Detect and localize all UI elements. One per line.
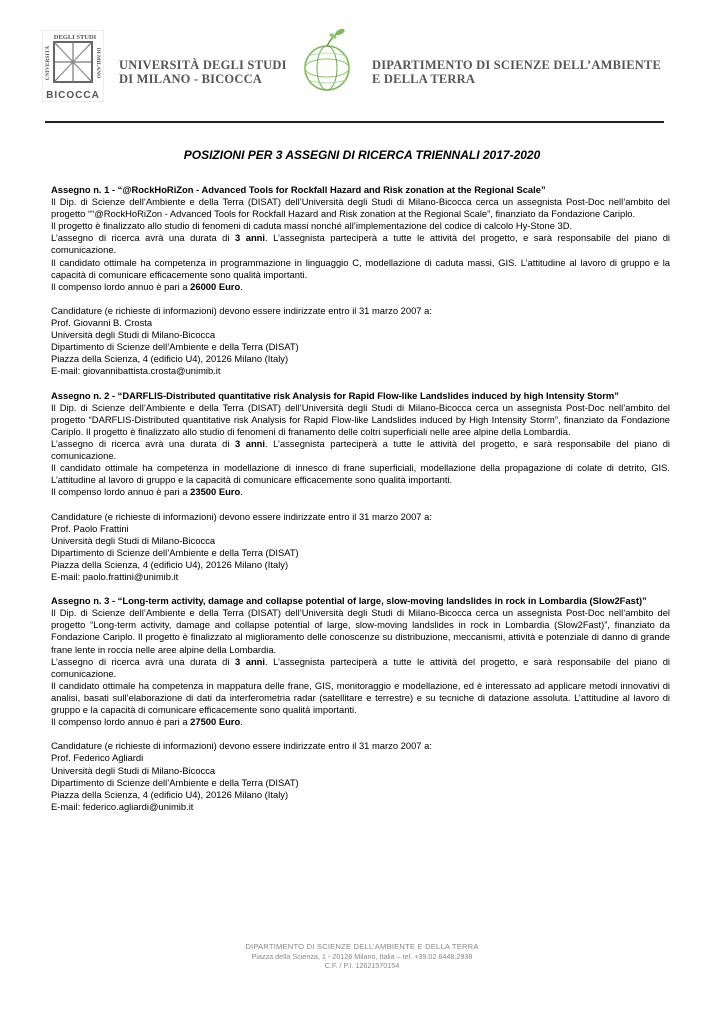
- contact-name: Prof. Giovanni B. Crosta: [51, 317, 153, 329]
- contact-name: Prof. Federico Agliardi: [51, 752, 144, 764]
- assegno-duration: L’assegno di ricerca avrà una durata di 3 anni. L’assegnista parteciperà a tutte le attività del progetto, e sarà responsabile del piano di comunicazione.: [51, 655, 670, 679]
- assegno-apply: Candidature (e richieste di informazioni) devono essere indirizzate entro il 31 marzo 2007 a:: [51, 304, 432, 316]
- document-title: POSIZIONI PER 3 ASSEGNI DI RICERCA TRIENNALI 2017-2020: [183, 148, 541, 162]
- contact-department: Dipartimento di Scienze dell’Ambiente e della Terra (DISAT): [51, 341, 299, 353]
- document-body: [51, 184, 670, 813]
- footer-address: Piazza della Scienza, 1 - 20126 Milano, Italia – tel. +39.02.6448.2938: [251, 951, 473, 961]
- footer-tax-id: C.F. / P.I. 12621570154: [324, 961, 400, 970]
- department-name-line2: E DELLA TERRA: [372, 72, 476, 86]
- contact-department: Dipartimento di Scienze dell’Ambiente e della Terra (DISAT): [51, 776, 299, 788]
- assegno-pay: Il compenso lordo annuo è pari a 23500 Euro.: [51, 486, 243, 498]
- logo-text-left: UNIVERSITÀ: [45, 45, 51, 81]
- assegno-section-1: [51, 184, 670, 378]
- contact-address: Piazza della Scienza, 4 (edificio U4), 20126 Milano (Italy): [51, 788, 289, 800]
- contact-email: E-mail: giovannibattista.crosta@unimib.it: [51, 365, 221, 377]
- assegno-extra: Il progetto è finalizzato allo studio di fenomeni di caduta massi nonché all’implementazione del codice di calcolo Hy-Stone 3D.: [51, 220, 573, 232]
- page-footer: [0, 942, 724, 971]
- assegno-duration: L’assegno di ricerca avrà una durata di 3 anni. L’assegnista parteciperà a tutte le attività del progetto, e sarà responsabile del piano di comunicazione.: [51, 232, 670, 256]
- assegno-pay: Il compenso lordo annuo è pari a 26000 Euro.: [51, 280, 243, 292]
- assegno-skills: Il candidato ottimale ha competenza in mappatura delle frane, GIS, monitoraggio e modellazione, ed è interessato ad applicare metodi innovativi di analisi, basati sull’elaborazione di dati da interferometria radar (satellitare e terrestre) e su tecniche di datazione assoluta. L’attitudine al lavoro di gruppo e la capacità di comunicare efficacemente sono qualità importanti.: [51, 679, 670, 716]
- university-name: [119, 58, 287, 86]
- assegno-section-3: [51, 595, 670, 813]
- department-name-line1: DIPARTIMENTO DI SCIENZE DELL’AMBIENTE: [372, 58, 662, 72]
- contact-email: E-mail: federico.agliardi@unimib.it: [51, 800, 194, 812]
- logo-text-bottom: BICOCCA: [46, 90, 100, 101]
- contact-university: Università degli Studi di Milano-Bicocca: [51, 329, 216, 341]
- contact-university: Università degli Studi di Milano-Bicocca: [51, 534, 216, 546]
- contact-address: Piazza della Scienza, 4 (edificio U4), 20126 Milano (Italy): [51, 558, 289, 570]
- assegno-intro: Il Dip. di Scienze dell’Ambiente e della Terra (DISAT) dell’Università degli Studi di Milano-Bicocca cerca un assegnista Post-Doc nell’ambito del progetto ““@RockHoRiZon - Advanced Tools for Rockfall Hazard and Risk zonation at the Regional Scale”, finanziato da Fondazione Cariplo.: [51, 196, 670, 220]
- university-logo: [42, 30, 104, 102]
- assegno-duration: L’assegno di ricerca avrà una durata di 3 anni. L’assegnista parteciperà a tutte le attività del progetto, e sarà responsabile del piano di comunicazione.: [51, 437, 670, 462]
- assegno-heading: Assegno n. 3 - “Long-term activity, damage and collapse potential of large, slow-moving landslides in rock in Lombardia (Slow2Fast)”: [51, 595, 647, 607]
- contact-name: Prof. Paolo Frattini: [51, 522, 129, 534]
- assegno-skills: Il candidato ottimale ha competenza in programmazione in linguaggio C, modellazione di caduta massi, GIS. L’attitudine al lavoro di gruppo e la capacità di comunicare efficacemente sono qualità importanti.: [51, 256, 670, 280]
- assegno-intro: Il Dip. di Scienze dell’Ambiente e della Terra (DISAT) dell’Università degli Studi di Milano-Bicocca cerca un assegnista Post-Doc nell’ambito del progetto “DARFLIS-Distributed quantitative risk Analysis for Rapid Flow-like Landslides induced by High Intensity Storm”, finanziato da Fondazione Cariplo. Il progetto è finalizzato allo studio di fenomeni di franamento delle coltri superficiali nelle aree alpine della Lombardia.: [51, 401, 670, 437]
- logo-text-top: DEGLI STUDI: [53, 34, 97, 41]
- contact-address: Piazza della Scienza, 4 (edificio U4), 20126 Milano (Italy): [51, 353, 289, 365]
- assegno-apply: Candidature (e richieste di informazioni) devono essere indirizzate entro il 31 marzo 2007 a:: [51, 510, 432, 522]
- assegno-section-2: [51, 390, 670, 584]
- contact-email: E-mail: paolo.frattini@unimib.it: [51, 571, 179, 582]
- university-name-line1: UNIVERSITÀ DEGLI STUDI: [119, 58, 287, 72]
- assegno-apply: Candidature (e richieste di informazioni) devono essere indirizzate entro il 31 marzo 2007 a:: [51, 740, 432, 752]
- department-name: [372, 58, 661, 86]
- department-logo: [300, 26, 356, 106]
- contact-department: Dipartimento di Scienze dell’Ambiente e della Terra (DISAT): [51, 546, 299, 558]
- assegno-heading: Assegno n. 1 - “@RockHoRiZon - Advanced Tools for Rockfall Hazard and Risk zonation at the Regional Scale”: [51, 184, 546, 195]
- footer-department: DIPARTIMENTO DI SCIENZE DELL’AMBIENTE E DELLA TERRA: [245, 942, 479, 951]
- header-divider: [45, 121, 664, 123]
- assegno-intro: Il Dip. di Scienze dell’Ambiente e della Terra (DISAT) dell’Università degli Studi di Milano-Bicocca cerca un assegnista Post-Doc nell’ambito del progetto “Long-term activity, damage and collapse potential of large, slow-moving landslides in rock in Lombardia (Slow2Fast)”, finanziato da Fondazione Cariplo. Il progetto è finalizzato al miglioramento delle conoscenze su distribuzione, meccanismi, attività e potenziale di danno di grande frane lente in roccia nelle aree alpine della Lombardia.: [51, 607, 670, 655]
- logo-text-right: DI MILANO: [95, 47, 101, 79]
- assegno-pay: Il compenso lordo annuo è pari a 27500 Euro.: [51, 716, 243, 728]
- university-name-line2: DI MILANO - BICOCCA: [119, 72, 263, 86]
- assegno-heading: Assegno n. 2 - “DARFLIS-Distributed quantitative risk Analysis for Rapid Flow-like Landslides induced by high Intensity Storm”: [51, 389, 619, 401]
- assegno-skills: Il candidato ottimale ha competenza in modellazione di innesco di frane superficiali, modellazione della propagazione di colate di detrito, GIS. L’attitudine al lavoro di gruppo e la capacità di comunicare efficacemente sono qualità importanti.: [51, 462, 670, 486]
- contact-university: Università degli Studi di Milano-Bicocca: [51, 764, 216, 776]
